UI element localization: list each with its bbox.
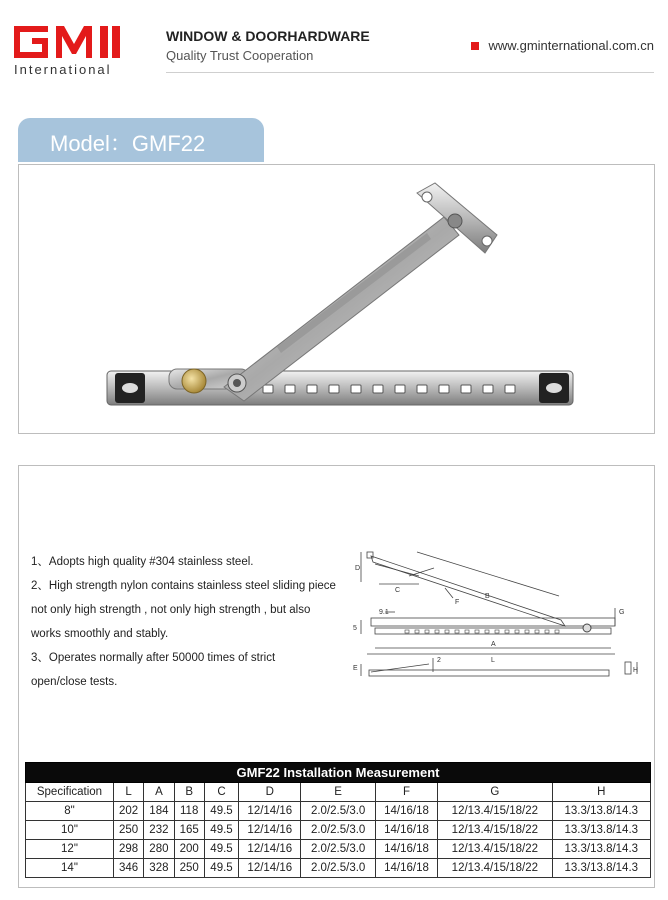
header-cell: F	[375, 783, 437, 802]
table-cell: 10"	[26, 821, 114, 840]
feature-list	[31, 550, 361, 694]
model-tab	[18, 118, 264, 162]
table-cell: 14/16/18	[375, 859, 437, 878]
table-cell: 280	[144, 840, 174, 859]
table-cell: 12/14/16	[239, 840, 301, 859]
dim-label-2: 2	[437, 657, 441, 664]
header-cell: A	[144, 783, 174, 802]
company-logo	[12, 20, 124, 80]
table-cell: 49.5	[204, 859, 238, 878]
feature-line: works smoothly and stably.	[31, 628, 169, 640]
table-cell: 14"	[26, 859, 114, 878]
table-cell: 12/13.4/15/18/22	[438, 840, 552, 859]
table-cell: 49.5	[204, 802, 238, 821]
table-row	[26, 821, 651, 840]
dim-label-b: B	[485, 593, 490, 600]
table-cell: 49.5	[204, 840, 238, 859]
table-cell: 2.0/2.5/3.0	[301, 821, 375, 840]
website-text: www.gminternational.com.cn	[488, 38, 654, 53]
table-row	[26, 840, 651, 859]
feature-line: 1、Adopts high quality #304 stainless steel.	[31, 556, 254, 568]
table-cell: 49.5	[204, 821, 238, 840]
table-cell: 250	[113, 821, 143, 840]
dim-label-c: C	[395, 587, 401, 594]
table-cell: 14/16/18	[375, 821, 437, 840]
table-caption: GMF22 Installation Measurement	[26, 763, 651, 783]
table-cell: 346	[113, 859, 143, 878]
table-cell: 12/14/16	[239, 821, 301, 840]
brand-title: WINDOW & DOORHARDWARE	[166, 28, 370, 44]
header-cell: H	[552, 783, 650, 802]
table-cell: 118	[174, 802, 204, 821]
friction-stay-image	[19, 165, 656, 435]
table-cell: 12/13.4/15/18/22	[438, 859, 552, 878]
table-cell: 250	[174, 859, 204, 878]
dim-label-l: L	[491, 657, 495, 664]
table-cell: 13.3/13.8/14.3	[552, 859, 650, 878]
table-cell: 200	[174, 840, 204, 859]
table-cell: 13.3/13.8/14.3	[552, 840, 650, 859]
dim-label-e: E	[353, 665, 358, 672]
table-cell: 14/16/18	[375, 840, 437, 859]
dimension-diagram	[349, 546, 639, 696]
table-cell: 12/13.4/15/18/22	[438, 802, 552, 821]
feature-line: open/close tests.	[31, 676, 118, 688]
table-cell: 2.0/2.5/3.0	[301, 802, 375, 821]
table-cell: 298	[113, 840, 143, 859]
table-cell: 13.3/13.8/14.3	[552, 821, 650, 840]
table-cell: 12/13.4/15/18/22	[438, 821, 552, 840]
website-link[interactable]	[471, 38, 654, 53]
header-divider	[166, 72, 654, 73]
model-label: Model：GMF22	[50, 131, 206, 156]
table-row	[26, 859, 651, 878]
table-cell: 13.3/13.8/14.3	[552, 802, 650, 821]
feature-line: 3、Operates normally after 50000 times of strict	[31, 652, 276, 664]
brand-subtitle: Quality Trust Cooperation	[166, 48, 314, 63]
product-photo-frame	[18, 164, 655, 434]
logo-subtitle: International	[14, 62, 112, 77]
red-square-icon	[471, 42, 479, 50]
header-cell: L	[113, 783, 143, 802]
header-cell: E	[301, 783, 375, 802]
dim-label-g: G	[619, 609, 625, 616]
dim-label-h: H	[633, 667, 639, 674]
dim-label-a: A	[491, 641, 496, 648]
dim-label-d: D	[355, 565, 361, 572]
header-cell: B	[174, 783, 204, 802]
header-cell: D	[239, 783, 301, 802]
specification-panel	[18, 465, 655, 888]
table-cell: 12/14/16	[239, 859, 301, 878]
gmi-logo-icon	[12, 20, 124, 60]
feature-line: 2、High strength nylon contains stainless steel sliding piece	[31, 580, 336, 592]
table-cell: 8"	[26, 802, 114, 821]
header-cell: G	[438, 783, 552, 802]
table-cell: 165	[174, 821, 204, 840]
dim-label-5: 5	[353, 625, 357, 632]
dim-label-9-1: 9.1	[379, 609, 389, 616]
table-cell: 202	[113, 802, 143, 821]
table-cell: 2.0/2.5/3.0	[301, 859, 375, 878]
table-cell: 14/16/18	[375, 802, 437, 821]
table-cell: 184	[144, 802, 174, 821]
measurement-table	[25, 762, 651, 878]
table-cell: 12"	[26, 840, 114, 859]
table-cell: 12/14/16	[239, 802, 301, 821]
header-cell: Specification	[26, 783, 114, 802]
dim-label-f: F	[455, 599, 460, 606]
header-cell: C	[204, 783, 238, 802]
table-cell: 328	[144, 859, 174, 878]
table-cell: 232	[144, 821, 174, 840]
table-cell: 2.0/2.5/3.0	[301, 840, 375, 859]
feature-line: not only high strength , not only high strength , but also	[31, 604, 311, 616]
table-row	[26, 802, 651, 821]
table-header-row	[26, 783, 651, 802]
